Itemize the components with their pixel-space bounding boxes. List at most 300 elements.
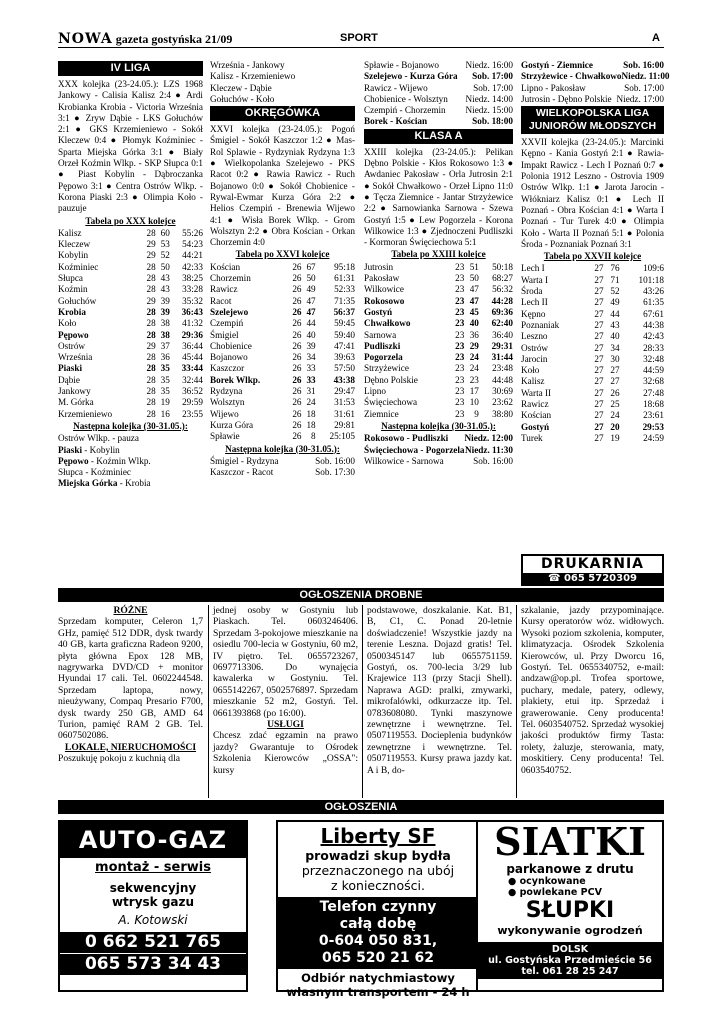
team-cell: Września <box>58 352 93 363</box>
points-cell: 27 <box>610 365 620 376</box>
classifieds-body <box>58 605 664 798</box>
team-cell: Leszno <box>521 331 548 342</box>
classified-text: Chcesz zdać egzamin na prawo jazdy? Gwarantuje to Ośrodek Szkolenia Kierowców „OSSA": kursy <box>213 730 358 776</box>
fixture-row: Pępowo - Koźmin Wlkp. <box>58 455 151 466</box>
fixture-time: Sob. 17:00 <box>624 82 664 93</box>
matches-cell: 27 <box>594 399 604 410</box>
table-row <box>210 431 355 442</box>
table-row <box>210 330 355 341</box>
fixture-teams: Szelejewo - Kurza Góra <box>364 71 458 82</box>
ad-title: SŁUPKI <box>525 898 615 923</box>
table-row <box>210 397 355 408</box>
goals-cell: 54:23 <box>182 239 203 250</box>
goals-cell: 95:18 <box>334 261 355 272</box>
goals-cell: 32:48 <box>643 353 664 364</box>
matches-cell: 28 <box>146 374 156 385</box>
goals-cell: 43:38 <box>333 374 355 385</box>
ad-subtitle: parkanowe z drutu <box>506 862 634 876</box>
points-cell: 39 <box>160 295 170 306</box>
matches-cell: 29 <box>146 250 156 261</box>
standings-table <box>521 263 664 444</box>
team-cell: Pogorzela <box>364 352 403 363</box>
table-row <box>364 284 513 295</box>
team-cell: Kaszczor <box>210 363 245 374</box>
fixture-row <box>364 116 513 127</box>
team-cell: Lech II <box>521 297 548 308</box>
matches-cell: 27 <box>594 319 604 330</box>
table-row <box>364 375 513 386</box>
table-row <box>521 388 664 399</box>
team-cell: Rokosowo <box>364 295 405 306</box>
team-cell: Piaski <box>58 363 82 374</box>
table-row <box>58 284 203 295</box>
team-cell: Chobienice <box>210 340 252 351</box>
goals-cell: 33:28 <box>182 284 203 295</box>
classified-text: Sprzedam komputer, Celeron 1,7 GHz, pamięć 512 DDR, dysk twardy 40 GB, karta graficzna Radeon 9200, płyta główna Epox 128 MB, nagrywarka DVD/CD + monitor Hyundai 17 cali. Tel. 0602244548. Sprzedam laptopa, nowy, nieużywany, Compaq Presario F700, dysk twardy 250 GB, AMD 64 Turion, pamięć RAM 2 GB. Tel. 0607502086. <box>58 616 203 742</box>
points-cell: 53 <box>160 239 170 250</box>
team-cell: Lipno <box>364 386 386 397</box>
fixture-row <box>364 83 513 94</box>
classifieds-column <box>367 605 512 776</box>
table-row <box>210 284 355 295</box>
matches-cell: 28 <box>146 261 156 272</box>
matches-cell: 29 <box>146 295 156 306</box>
goals-cell: 41:32 <box>182 318 203 329</box>
goals-cell: 18:68 <box>643 399 664 410</box>
goals-cell: 38:25 <box>182 273 203 284</box>
points-cell: 29 <box>469 340 479 351</box>
matches-cell: 26 <box>292 374 302 385</box>
points-cell: 30 <box>610 353 620 364</box>
matches-cell: 26 <box>292 273 302 284</box>
table-row <box>521 365 664 376</box>
points-cell: 31 <box>306 386 316 397</box>
goals-cell: 29:47 <box>334 386 355 397</box>
table-row <box>58 409 203 420</box>
table-caption: Tabela po XXVI kolejce <box>235 249 330 260</box>
team-cell: Rawicz <box>210 284 238 295</box>
team-cell: Warta I <box>521 274 549 285</box>
column-klasa-a <box>364 60 513 585</box>
fixture-time: Sob. 16:00 <box>315 455 355 466</box>
table-row <box>364 409 513 420</box>
newspaper-page <box>58 30 670 999</box>
ad-phone: 0-604 050 831, <box>318 933 438 949</box>
goals-cell: 25:105 <box>329 431 355 442</box>
drukarnia-phone: ☎ 065 5720309 <box>523 573 662 584</box>
matches-cell: 26 <box>292 431 302 442</box>
fixture-time: Sob. 16:00 <box>473 455 513 466</box>
classified-text: podstawowe, doszkalanie. Kat. B1, B, C1, C. Ponad 20-letnie doświadczenie! Wszystkie jazdy na terenie Leszna. Dojazd gratis! Tel. 0500345147 lub 0655751159. Gostyń, os. 700-lecia 3/29 lub Krajewice 113 (przy Stacji Shell). Naprawa AGD: pralki, zmywarki, mikrofalówki, odkurzacze itp. Tel. 0783608080. Tynki maszynowe zewnętrzne i wewnętrzne. Tel. 0507119553. Docieplenia budynków zewnętrzne i wewnętrzne. Tel. 0507119553. Kursy prawa jazdy kat. A i B, do- <box>367 605 512 776</box>
ad-phone: 0 662 521 765 <box>60 932 246 953</box>
fixture-row <box>364 456 513 467</box>
table-row <box>521 343 664 354</box>
ad-line: ● ocynkowane <box>508 876 586 887</box>
fixture-away: Krobia <box>125 478 151 489</box>
points-cell: 44 <box>610 308 620 319</box>
fixture-time: Niedz. 14:00 <box>465 93 513 104</box>
team-cell: Rawicz <box>521 399 549 410</box>
newspaper-title: gazeta gostyńska 21/09 <box>115 32 233 46</box>
table-row <box>210 296 355 307</box>
ad-line: całą dobę <box>339 916 417 932</box>
points-cell: 39 <box>160 306 170 317</box>
points-cell: 36 <box>469 329 479 340</box>
matches-cell: 26 <box>292 295 302 306</box>
team-cell: Kleczew <box>58 239 91 250</box>
matches-cell: 28 <box>146 329 156 340</box>
results-text: XXIII kolejka (23-24.05.): Pelikan Dębno Polskie - Kłos Rokosowo 1:3 ● Awdaniec Pakosław - Orla Jutrosin 2:1 ● Sokół Chwałkowo - Orzeł Lipno 11:0 ● Tęcza Ziemnice - Jantar Strzyżewice 2:2 ● Sarnowianka Sarnowa - Szewa Gostyń 1:5 ● Lew Pogorzela - Korona Wilkowice 1:3 ● Zjednoczeni Pudliszki - Kormoran Święciechowa 5:1 <box>364 146 513 248</box>
table-row <box>210 352 355 363</box>
matches-cell: 23 <box>455 397 465 408</box>
column-liga-juniorow <box>521 60 670 550</box>
matches-cell: 28 <box>146 284 156 295</box>
goals-cell: 36:44 <box>182 340 203 351</box>
goals-cell: 61:31 <box>334 273 355 284</box>
matches-cell: 23 <box>455 261 465 272</box>
goals-cell: 28:33 <box>643 342 664 353</box>
team-cell: Kurza Góra <box>210 419 254 430</box>
points-cell: 34 <box>306 352 316 363</box>
points-cell: 47 <box>306 306 316 317</box>
points-cell: 38 <box>160 329 170 340</box>
points-cell: 24 <box>469 363 479 374</box>
matches-cell: 27 <box>594 331 604 342</box>
table-row <box>521 422 664 433</box>
matches-cell: 23 <box>455 363 465 374</box>
points-cell: 18 <box>306 408 316 419</box>
ad-line: Telefon czynny <box>319 899 437 915</box>
team-cell: Borek Wlkp. <box>210 374 261 385</box>
points-cell: 43 <box>160 284 170 295</box>
fixture-row: Września - Jankowy <box>210 60 285 70</box>
fixture-time: Niedz. 15:00 <box>465 105 513 116</box>
ad-phone: tel. 061 28 25 247 <box>521 966 619 977</box>
goals-cell: 45:44 <box>182 352 203 363</box>
goals-cell: 29:59 <box>182 397 203 408</box>
matches-cell: 27 <box>594 263 604 274</box>
section-name: SPORT <box>340 32 378 44</box>
table-row <box>210 262 355 273</box>
ads-heading: OGŁOSZENIA <box>58 800 664 814</box>
fixture-teams: Święciechowa - Pogorzela <box>364 444 465 455</box>
matches-cell: 27 <box>594 274 604 285</box>
points-cell: 49 <box>306 284 316 295</box>
goals-cell: 44:21 <box>182 250 203 261</box>
matches-cell: 27 <box>594 410 604 421</box>
table-row <box>58 386 203 397</box>
goals-cell: 71:35 <box>334 295 355 306</box>
team-cell: Kobylin <box>58 250 89 261</box>
team-cell: Jutrosin <box>364 261 394 272</box>
points-cell: 33 <box>306 363 316 374</box>
matches-cell: 23 <box>455 273 465 284</box>
points-cell: 47 <box>469 295 479 306</box>
points-cell: 44 <box>306 318 316 329</box>
team-cell: Gostyń <box>521 421 550 432</box>
team-cell: Warta II <box>521 387 552 398</box>
team-cell: Wilkowice <box>364 284 404 295</box>
matches-cell: 26 <box>292 419 302 430</box>
ad-line: ● powlekane PCV <box>508 887 602 898</box>
fixture-home: Piaski <box>58 444 82 455</box>
matches-cell: 23 <box>455 352 465 363</box>
fixture-time: Niedz. 17:00 <box>616 93 664 104</box>
column-okregowka <box>210 60 355 585</box>
fixture-time: Niedz. 11:30 <box>465 444 513 455</box>
goals-cell: 32:68 <box>643 376 664 387</box>
goals-cell: 23:62 <box>492 397 513 408</box>
team-cell: Pakosław <box>364 273 400 284</box>
classifieds-column <box>58 605 203 765</box>
goals-cell: 29:31 <box>491 340 513 351</box>
drukarnia-name: DRUKARNIA <box>523 556 662 573</box>
team-cell: Pępowo <box>58 329 89 340</box>
table-caption: Tabela po XXX kolejce <box>85 215 176 226</box>
goals-cell: 23:55 <box>182 408 203 419</box>
points-cell: 18 <box>306 419 316 430</box>
team-cell: Czempiń <box>210 318 244 329</box>
table-row <box>210 363 355 374</box>
ad-phone: 065 573 34 43 <box>60 954 246 975</box>
table-row <box>521 376 664 387</box>
matches-cell: 23 <box>455 408 465 419</box>
table-row <box>521 263 664 274</box>
next-round-list <box>364 433 513 467</box>
team-cell: Dębno Polskie <box>364 374 418 385</box>
fixture-time: Niedz. 12:00 <box>464 433 513 444</box>
team-cell: Strzyżewice <box>364 363 409 374</box>
matches-cell: 26 <box>292 397 302 408</box>
fixture-teams: Gostyń - Ziemnice <box>521 60 593 70</box>
table-row <box>210 420 355 431</box>
points-cell: 67 <box>306 261 316 272</box>
goals-cell: 31:53 <box>334 397 355 408</box>
matches-cell: 23 <box>455 374 465 385</box>
team-cell: Kalisz <box>58 227 82 238</box>
matches-cell: 28 <box>146 273 156 284</box>
standings-table <box>58 228 203 420</box>
points-cell: 37 <box>160 340 170 351</box>
drukarnia-ad <box>521 554 664 586</box>
fixture-away: Koźminiec <box>90 467 131 478</box>
classifieds-column <box>521 605 664 776</box>
matches-cell: 27 <box>594 421 604 432</box>
ad-title: Liberty SF <box>320 824 436 848</box>
fixture-teams: Rokosowo - Pudliszki <box>364 433 449 444</box>
matches-cell: 26 <box>292 408 302 419</box>
table-row <box>521 399 664 410</box>
goals-cell: 29:36 <box>181 329 203 340</box>
points-cell: 35 <box>160 386 170 397</box>
team-cell: Kościan <box>521 410 552 421</box>
matches-cell: 27 <box>594 387 604 398</box>
matches-cell: 26 <box>292 340 302 351</box>
goals-cell: 42:33 <box>182 261 203 272</box>
table-row <box>58 228 203 239</box>
fixture-row <box>364 71 513 82</box>
fixture-teams: Strzyżewice - Chwałkowo <box>521 71 622 82</box>
fixture-teams: Lipno - Pakosław <box>521 82 586 93</box>
fixture-teams: Rawicz - Wijewo <box>364 82 428 93</box>
goals-cell: 101:18 <box>638 274 664 285</box>
points-cell: 43 <box>610 319 620 330</box>
points-cell: 16 <box>160 408 170 419</box>
goals-cell: 23:48 <box>492 363 513 374</box>
matches-cell: 28 <box>146 306 156 317</box>
fixture-row <box>210 456 355 467</box>
classified-text: szkalanie, jazdy przypominające. Kursy operatorów wóz. widłowych. Wysoki poziom szkolenia, komputer, klimatyzacja. Ośrodek Szkolenia Kierowców, ul. Przy Dworcu 16, Gostyń. Tel. 0655340752, e-mail: andzaw@op.pl. Trofea sportowe, puchary, medale, patery, odlewy, plakiety, etui itp. Sprzedaż i grawerowanie. Ceny producenta! Tel. 0603540752. Sprzedaż wysokiej jakości produktów firmy Tasta: rolety, żaluzje, sterowania, maty, moskitiery. Ceny producenta! Tel. 0603540752. <box>521 605 664 776</box>
goals-cell: 59:40 <box>334 329 355 340</box>
points-cell: 52 <box>160 250 170 261</box>
fixture-teams: Borek - Kościan <box>364 116 428 127</box>
team-cell: Jarocin <box>521 353 548 364</box>
fixture-away: Kobylin <box>89 444 120 455</box>
table-row <box>521 275 664 286</box>
fixture-row <box>521 94 664 105</box>
goals-cell: 42:43 <box>643 331 664 342</box>
goals-cell: 52:33 <box>334 284 355 295</box>
page-letter: A <box>652 32 660 44</box>
matches-cell: 27 <box>594 432 604 443</box>
fixture-row <box>364 60 513 71</box>
league-heading: WIELKOPOLSKA LIGA JUNIORÓW MŁODSZYCH <box>521 106 664 134</box>
matches-cell: 27 <box>594 376 604 387</box>
points-cell: 23 <box>469 374 479 385</box>
ad-footer <box>478 942 662 979</box>
page-header <box>58 30 664 48</box>
points-cell: 51 <box>469 261 479 272</box>
fixtures-list <box>210 60 355 105</box>
team-cell: Kępno <box>521 308 546 319</box>
ad-line: z konieczności. <box>331 878 425 893</box>
points-cell: 52 <box>610 286 620 297</box>
points-cell: 26 <box>610 387 620 398</box>
matches-cell: 28 <box>146 397 156 408</box>
goals-cell: 36:40 <box>492 329 513 340</box>
points-cell: 36 <box>160 352 170 363</box>
points-cell: 45 <box>469 306 479 317</box>
table-row <box>521 309 664 320</box>
newspaper-logo: NOWA <box>58 31 113 47</box>
team-cell: Kalisz <box>521 376 545 387</box>
goals-cell: 109:6 <box>643 263 664 274</box>
points-cell: 50 <box>306 273 316 284</box>
team-cell: Turek <box>521 432 543 443</box>
matches-cell: 28 <box>146 408 156 419</box>
team-cell: Spławie <box>210 431 240 442</box>
fixture-row <box>364 445 513 456</box>
fixture-teams: Śmigiel - Rydzyna <box>210 455 279 466</box>
goals-cell: 32:44 <box>182 374 203 385</box>
points-cell: 39 <box>306 340 316 351</box>
goals-cell: 44:38 <box>643 319 664 330</box>
fixture-time: Sob. 16:00 <box>623 60 664 70</box>
classifieds-column <box>213 605 358 776</box>
fixture-teams: Spławie - Bojanowo <box>364 60 440 70</box>
table-row <box>521 297 664 308</box>
matches-cell: 29 <box>146 239 156 250</box>
results-text: XXX kolejka (23-24.05.): LZS 1968 Jankowy - Calisia Kalisz 2:4 ● Ardi Krobianka Krobia - Victoria Września 3:1 ● Zryw Dąbie - LKS Gołuchów 2:1 ● GKS Krzemieniewo - Sokół Kleczew 0:4 ● Płomyk Koźminiec - Sparta Miejska Górka 3:1 ● Biały Orzeł Koźmin Wlkp. - SKP Słupca 0:1 ● Piast Kobylin - Dąbroczanka Pępowo 3:1 ● Centra Ostrów Wlkp. - Korona Piaski 2:3 ● Olimpia Koło - pauzuje <box>58 79 203 214</box>
goals-cell: 35:32 <box>182 295 203 306</box>
table-row <box>521 320 664 331</box>
matches-cell: 27 <box>594 365 604 376</box>
team-cell: Gostyń <box>364 306 393 317</box>
table-row <box>210 273 355 284</box>
points-cell: 33 <box>306 374 316 385</box>
team-cell: Koźminiec <box>58 261 99 272</box>
fixture-teams: Kaszczor - Racot <box>210 467 274 478</box>
fixture-row: Kalisz - Krzemieniewo <box>210 71 296 82</box>
goals-cell: 44:48 <box>492 374 513 385</box>
table-row <box>521 433 664 444</box>
fixture-row <box>364 105 513 116</box>
column-iv-liga <box>58 60 203 585</box>
classified-text: Poszukuję pokoju z kuchnią dla <box>58 753 181 765</box>
table-row <box>58 330 203 341</box>
table-row <box>58 363 203 374</box>
fixture-teams: Czempiń - Chorzemin <box>364 105 446 116</box>
fixture-row: Piaski - Kobylin <box>58 444 120 455</box>
goals-cell: 27:48 <box>643 387 664 398</box>
standings-table <box>210 262 355 443</box>
matches-cell: 28 <box>146 352 156 363</box>
goals-cell: 43:26 <box>643 286 664 297</box>
goals-cell: 57:50 <box>334 363 355 374</box>
goals-cell: 44:28 <box>491 295 513 306</box>
standings-table <box>364 262 513 420</box>
matches-cell: 23 <box>455 284 465 295</box>
fixture-row <box>521 83 664 94</box>
goals-cell: 69:36 <box>491 306 513 317</box>
goals-cell: 30:69 <box>492 386 513 397</box>
table-row <box>58 307 203 318</box>
team-cell: Śmigiel <box>210 329 239 340</box>
table-row <box>364 363 513 374</box>
points-cell: 25 <box>610 399 620 410</box>
table-row <box>364 307 513 318</box>
fixture-row: Miejska Górka - Krobia <box>58 478 151 489</box>
results-text: XXVII kolejka (23-24.05.): Marcinki Kępno - Kania Gostyń 2:1 ● Rawia-Impakt Rawicz - Lech I Poznań 0:7 ● Polonia 1912 Leszno - Ostrovia 1909 Ostrów Wlkp. 1:1 ● Jarota Jarocin - Włókniarz Kalisz 0:1 ● Lech II Poznań - Obra Kościan 4:1 ● Warta I Poznań - Tur Turek 4:0 ● Olimpia Koło - Warta II Poznań 5:1 ● Polonia Środa - Poznaniak Poznań 3:1 <box>521 137 664 249</box>
table-row <box>58 341 203 352</box>
team-cell: Krobia <box>58 306 86 317</box>
table-row <box>210 375 355 386</box>
goals-cell: 23:61 <box>643 410 664 421</box>
category-caption: LOKALE, NIERUCHOMOŚCI <box>64 741 197 753</box>
points-cell: 71 <box>610 274 620 285</box>
fixture-time: Sob. 17:00 <box>473 82 513 93</box>
team-cell: Szelejewo <box>210 306 249 317</box>
fixture-away: pauza <box>117 433 139 444</box>
matches-cell: 26 <box>292 284 302 295</box>
ad-owner: A. Kotowski <box>118 913 188 927</box>
table-caption: Tabela po XXIII kolejce <box>391 249 486 260</box>
fixtures-list <box>521 60 670 105</box>
table-row <box>58 296 203 307</box>
ad-line: Odbiór natychmiastowy <box>301 971 455 985</box>
table-row <box>210 341 355 352</box>
fixture-row <box>521 71 670 82</box>
fixture-row <box>364 433 513 444</box>
matches-cell: 27 <box>594 308 604 319</box>
table-row <box>364 296 513 307</box>
team-cell: Pudliszki <box>364 340 401 351</box>
team-cell: Kościan <box>210 261 241 272</box>
matches-cell: 26 <box>292 306 302 317</box>
next-round-caption: Następna kolejka (30-31.05.): <box>381 420 496 431</box>
points-cell: 19 <box>610 432 620 443</box>
goals-cell: 55:26 <box>182 227 203 238</box>
